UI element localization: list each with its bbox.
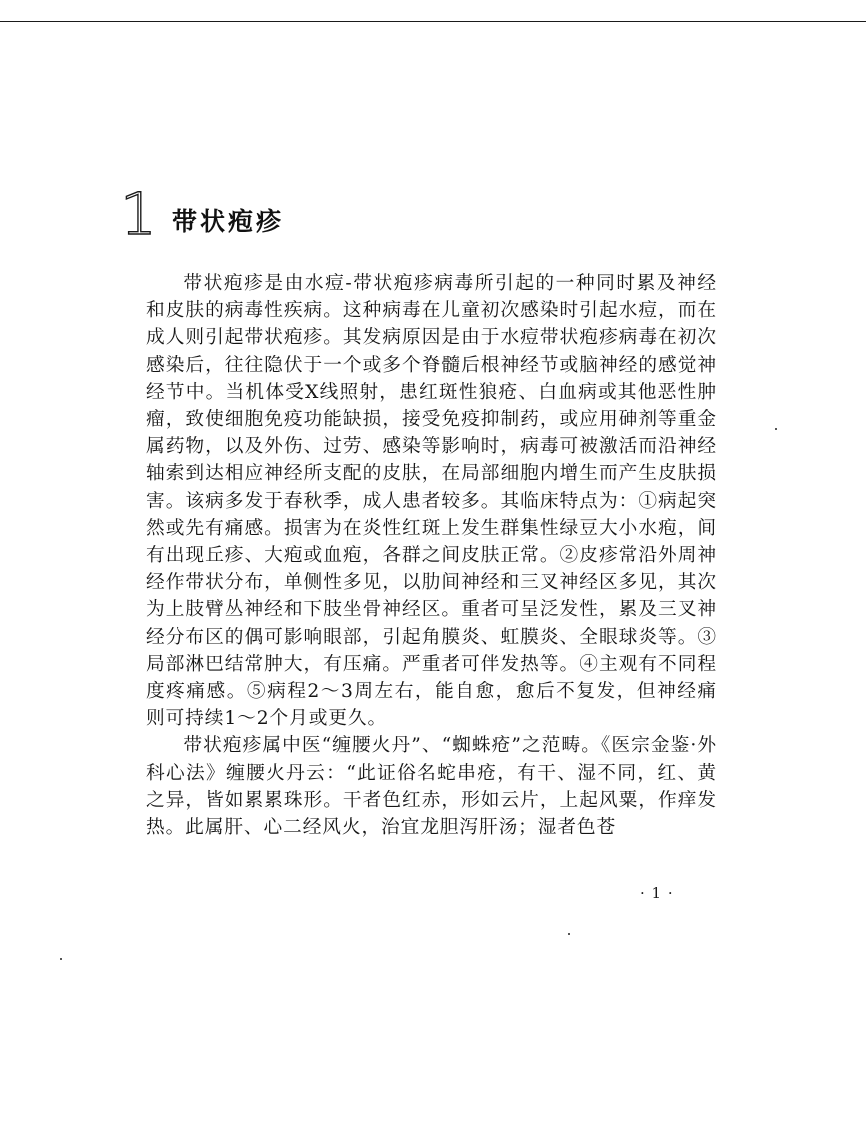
paragraph-1: 带状疱疹是由水痘-带状疱疹病毒所引起的一种同时累及神经和皮肤的病毒性疾病。这种病毒在儿童初次感染时引起水痘，而在成人则引起带状疱疹。其发病原因是由于水痘带状疱疹病毒在初次感染后，往往隐伏于一个或多个脊髓后根神经节或脑神经的感觉神经节中。当机体受X线照射，患红斑性狼疮、白血病或其他恶性肿瘤，致使细胞免疫功能缺损，接受免疫抑制药，或应用砷剂等重金属药物，以及外伤、过劳、感染等影响时，病毒可被激活而沿神经轴索到达相应神经所支配的皮肤，在局部细胞内增生而产生皮肤损害。该病多发于春秋季，成人患者较多。其临床特点为：①病起突然或先有痛感。损害为在炎性红斑上发生群集性绿豆大小水疱，间有出现丘疹、大疱或血疱，各群之间皮肤正常。②皮疹常沿外周神经作带状分布，单侧性多见，以肋间神经和三叉神经区多见，其次为上肢臂丛神经和下肢坐骨神经区。重者可呈泛发性，累及三叉神经分布区的偶可影响眼部，引起角膜炎、虹膜炎、全眼球炎等。③局部淋巴结常肿大，有压痛。严重者可伴发热等。④主观有不同程度疼痛感。⑤病程2～3周左右，能自愈，愈后不复发，但神经痛则可持续1～2个月或更久。 — [146, 273, 717, 730]
scan-speck — [775, 428, 777, 430]
scan-speck — [60, 958, 62, 960]
body-text — [146, 270, 717, 841]
paragraph-2: 带状疱疹属中医“缠腰火丹”、“蜘蛛疮”之范畴。《医宗金鉴·外科心法》缠腰火丹云：“此证俗名蛇串疮，有干、湿不同，红、黄之异，皆如累累珠形。干者色红赤，形如云片，上起风粟，作痒发热。此属肝、心二经风火，治宜龙胆泻肝汤；湿者色苍 — [146, 735, 717, 839]
scan-speck — [568, 933, 570, 935]
header-rule — [0, 21, 866, 22]
chapter-title: 带状疱疹 — [172, 207, 285, 236]
page-number: · 1 · — [640, 884, 674, 902]
chapter-number: 1 — [120, 180, 157, 248]
